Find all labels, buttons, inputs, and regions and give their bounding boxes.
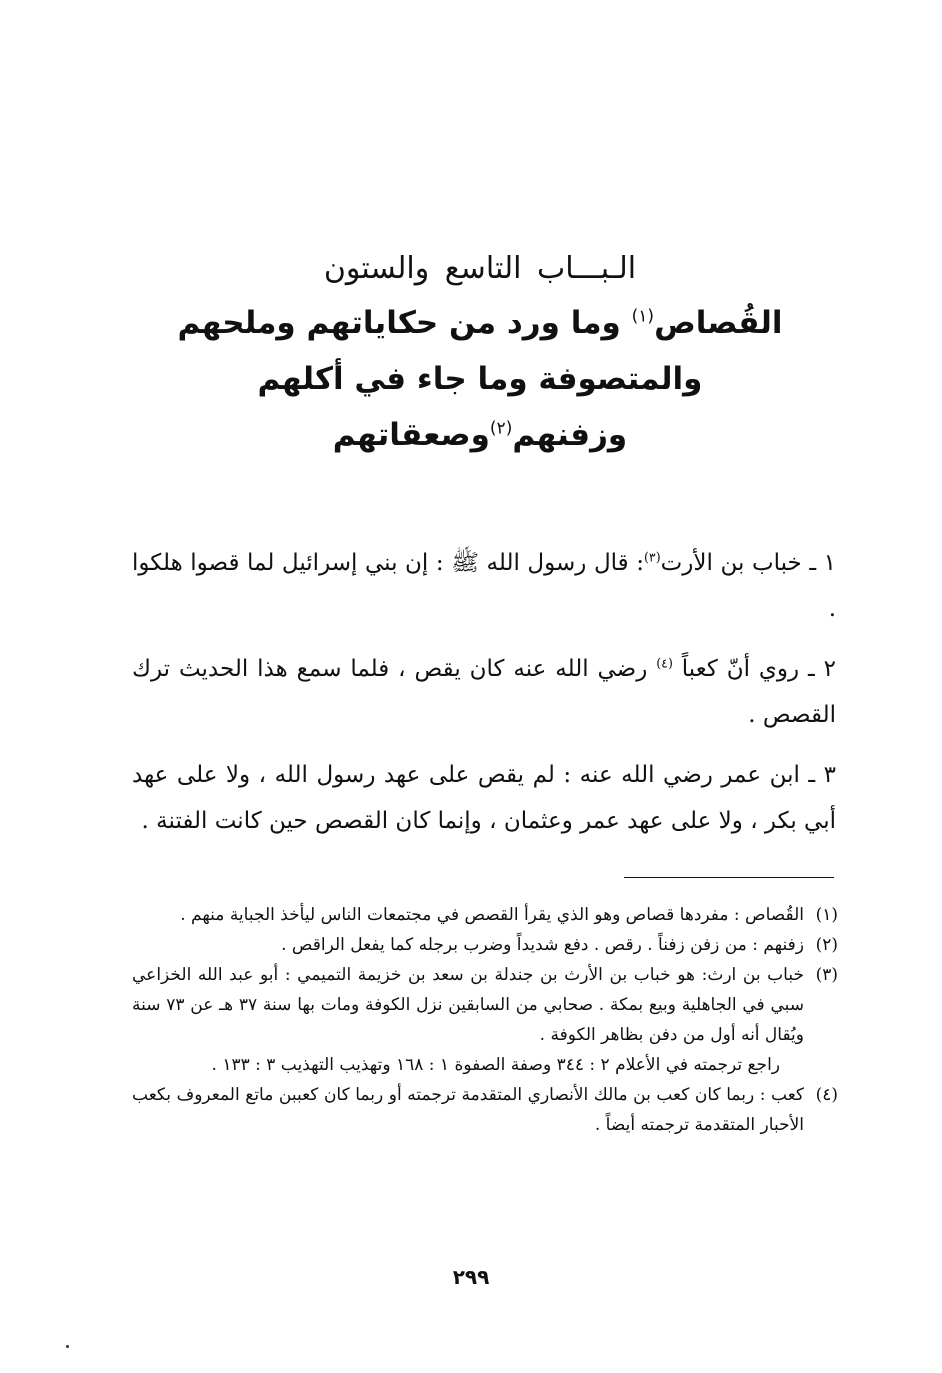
footnote-text: القُصاص : مفردها قصاص وهو الذي يقرأ القصص في مجتمعات الناس ليأخذ الجباية منهم . [180,905,804,925]
chapter-heading [120,243,840,463]
paragraph-text: : قال رسول الله ﷺ : إن بني إسرائيل لما قصوا هلكوا . [132,550,836,622]
footnote-body [132,1080,804,1140]
footnotes [132,900,838,1140]
title-text: وما ورد من حكاياتهم وملحهم [177,305,632,341]
title-text: والمتصوفة وما جاء في أكلهم وزفنهم [257,361,703,453]
footnote-text: كعب : ربما كان كعب بن مالك الأنصاري المتقدمة ترجمته أو ربما كان كعببن ماتع المعروف بكعب الأحبار المتقدمة ترجمته أيضاً . [132,1085,804,1135]
title-word: القُصاص [654,305,783,341]
paragraph-text: ١ ـ خباب بن الأرت [660,550,836,576]
chapter-label: الـبـــاب التاسع والستون [323,251,637,286]
paragraph-text: ٢ ـ روي أنّ كعباً [672,656,836,682]
main-text [132,540,836,858]
paragraph-text: رضي الله عنه كان يقص ، فلما سمع هذا الحديث ترك القصص . [132,656,836,728]
footnote-4 [132,1080,838,1140]
footnote-1 [132,900,838,930]
footnote-ref-2: (٢) [489,418,513,439]
scan-speck [66,1345,69,1348]
chapter-title-line-2 [120,351,840,463]
footnote-body [132,930,804,960]
footnote-text: خباب بن ارث: هو خباب بن الأرث بن جندلة بن سعد بن خزيمة التميمي : أبو عبد الله الخزاعي سبي في الجاهلية وبيع بمكة . صحابي من السابقين نزل الكوفة ومات بها سنة ٣٧ هـ عن ٧٣ سنة ويُقال أنه أول من دفن بظاهر الكوفة . [132,965,804,1045]
title-word: وصعقاتهم [332,417,490,453]
chapter-title-line-1 [120,295,840,351]
paragraph-2 [132,646,836,738]
footnote-body [132,900,804,930]
footnote-text: زفنهم : من زفن زفناً . رقص . دفع شديداً وضرب برجله كما يفعل الراقص . [281,935,804,955]
footnote-ref-3: (٣) [643,549,661,565]
paragraph-3: ٣ ـ ابن عمر رضي الله عنه : لم يقص على عهد رسول الله ، ولا على عهد أبي بكر ، ولا على عهد عمر وعثمان ، وإنما كان القصص حين كانت الفتنة . [132,762,836,834]
footnote-number: (١) [815,905,838,925]
footnote-number: (٤) [815,1085,838,1105]
paragraph-1 [132,540,836,632]
footnote-number: (٢) [815,935,838,955]
footnote-number: (٣) [815,965,838,985]
footnote-3 [132,960,838,1080]
footnote-ref-1: (١) [631,306,655,327]
footnote-divider [624,877,834,878]
footnote-2 [132,930,838,960]
page-number: ٢٩٩ [452,1265,490,1289]
footnote-body [132,960,804,1080]
footnote-reference: راجع ترجمته في الأعلام ٢ : ٣٤٤ وصفة الصفوة ١ : ١٦٨ وتهذيب التهذيب ٣ : ١٣٣ . [211,1055,780,1075]
footnote-ref-4: (٤) [656,655,673,671]
